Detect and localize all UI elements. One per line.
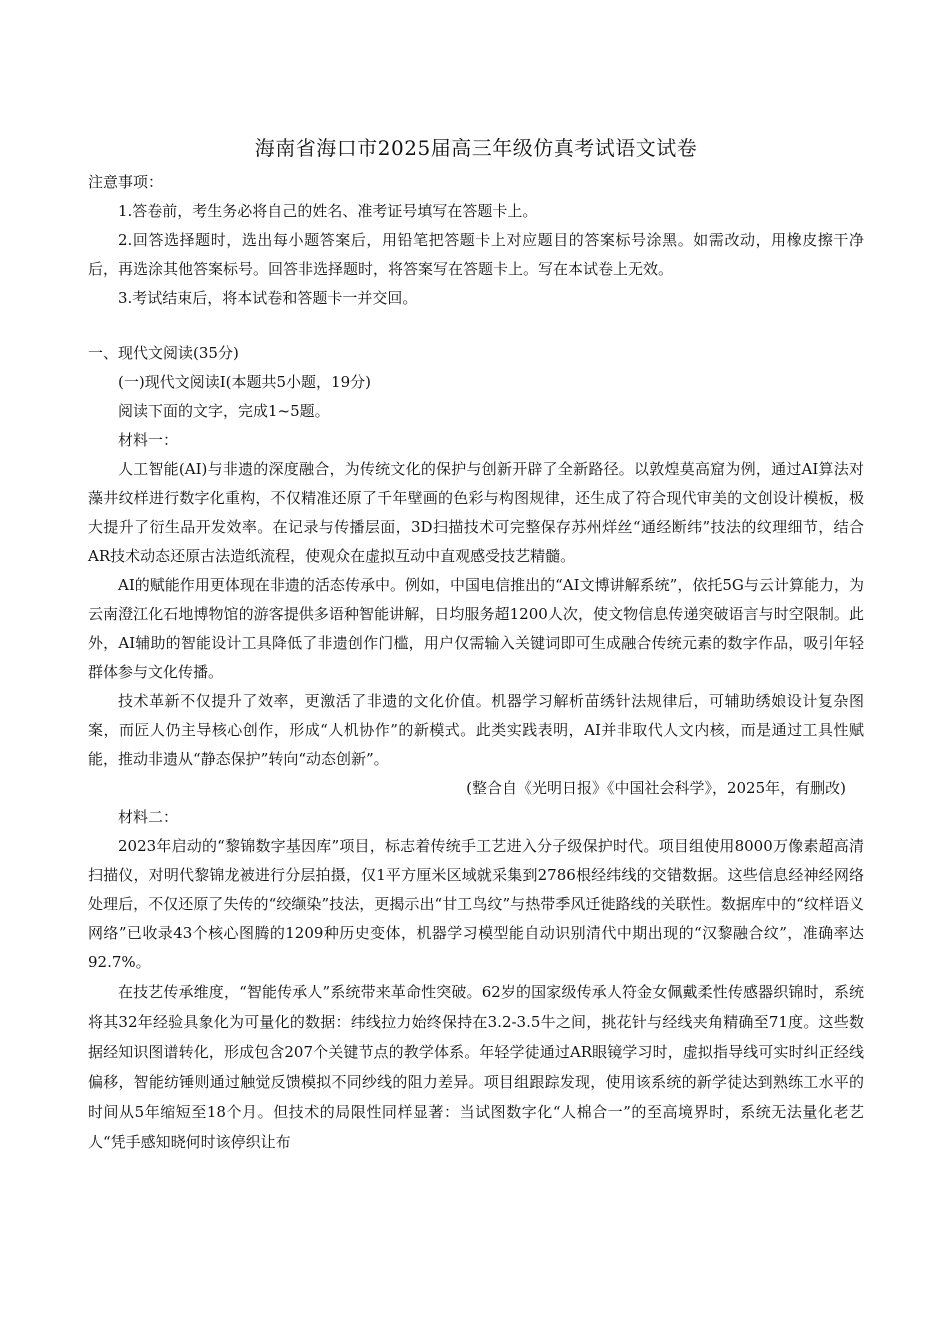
- material-one-source: (整合自《光明日报》《中国社会科学》，2025年，有删改): [466, 779, 846, 797]
- instruction-text: 阅读下面的文字，完成1~5题。: [118, 402, 330, 420]
- spacer: [88, 313, 864, 339]
- exam-page: [88, 128, 864, 1157]
- section-modern-reading: [88, 339, 864, 1157]
- material-two-paragraph: 在技艺传承维度，“智能传承人”系统带来革命性突破。62岁的国家级传承人符金女佩戴柔性传感器织锦时，系统将其32年经验具象化为可量化的数据：纬线拉力始终保持在3.2-3.5牛之间，挑花针与经线夹角精确至71度。这些数据经知识图谱转化，形成包含207个关键节点的教学体系。年轻学徒通过AR眼镜学习时，虚拟指导线可实时纠正经线偏移，智能纺锤则通过触觉反馈模拟不同纱线的阻力差异。项目组跟踪发现，使用该系统的新学徒达到熟练工水平的时间从5年缩短至18个月。但技术的局限性同样显著：当试图数字化“人棉合一”的至高境界时，系统无法量化老艺人“凭手感知晓何时该停织让布: [88, 983, 864, 1151]
- notice-item: 1.答卷前，考生务必将自己的姓名、准考证号填写在答题卡上。: [118, 202, 538, 220]
- page-title: 海南省海口市2025届高三年级仿真考试语文试卷: [254, 136, 698, 160]
- material-one-paragraph: 人工智能(AI)与非遗的深度融合，为传统文化的保护与创新开辟了全新路径。以敦煌莫高窟为例，通过AI算法对藻井纹样进行数字化重构，不仅精准还原了千年壁画的色彩与构图规律，还生成了符合现代审美的文创设计模板，极大提升了衍生品开发效率。在记录与传播层面，3D扫描技术可完整保存苏州烊丝“通经断纬”技法的纹理细节，结合AR技术动态还原古法造纸流程，使观众在虚拟互动中直观感受技艺精髓。: [88, 460, 864, 565]
- notice-item: 2.回答选择题时，选出每小题答案后，用铅笔把答题卡上对应题目的答案标号涂黑。如需改动，用橡皮擦干净后，再选涂其他答案标号。回答非选择题时，将答案写在答题卡上。写在本试卷上无效。: [88, 231, 864, 278]
- notice-item: 3.考试结束后，将本试卷和答题卡一并交回。: [118, 289, 418, 307]
- section-heading: 一、现代文阅读(35分): [88, 344, 239, 362]
- material-one-paragraph: AI的赋能作用更体现在非遗的活态传承中。例如，中国电信推出的“AI文博讲解系统”，依托5G与云计算能力，为云南澄江化石地博物馆的游客提供多语种智能讲解，日均服务超1200人次，使文物信息传递突破语言与时空限制。此外，AI辅助的智能设计工具降低了非遗创作门槛，用户仅需输入关键词即可生成融合传统元素的数字作品，吸引年轻群体参与文化传播。: [88, 576, 864, 681]
- material-two-label: 材料二：: [118, 808, 179, 826]
- material-two-paragraph: 2023年启动的“黎锦数字基因库”项目，标志着传统手工艺进入分子级保护时代。项目组使用8000万像素超高清扫描仪，对明代黎锦龙被进行分层拍摄，仅1平方厘米区域就采集到2786根经纬线的交错数据。这些信息经神经网络处理后，不仅还原了失传的“绞缬染”技法，更揭示出“甘工鸟纹”与热带季风迁徙路线的关联性。数据库中的“纹样语义网络”已收录43个核心图腾的1209种历史变体，机器学习模型能自动识别清代中期出现的“汉黎融合纹”，准确率达92.7%。: [88, 837, 864, 971]
- notice-heading: 注意事项：: [88, 173, 164, 191]
- material-one-label: 材料一：: [118, 431, 179, 449]
- subsection-heading: (一)现代文阅读I(本题共5小题，19分): [118, 373, 371, 391]
- material-one-paragraph: 技术革新不仅提升了效率，更激活了非遗的文化价值。机器学习解析苗绣针法规律后，可辅助绣娘设计复杂图案，而匠人仍主导核心创作，形成“人机协作”的新模式。此类实践表明，AI并非取代人文内核，而是通过工具性赋能，推动非遗从“静态保护”转向“动态创新”。: [88, 692, 864, 768]
- notice-section: [88, 168, 864, 313]
